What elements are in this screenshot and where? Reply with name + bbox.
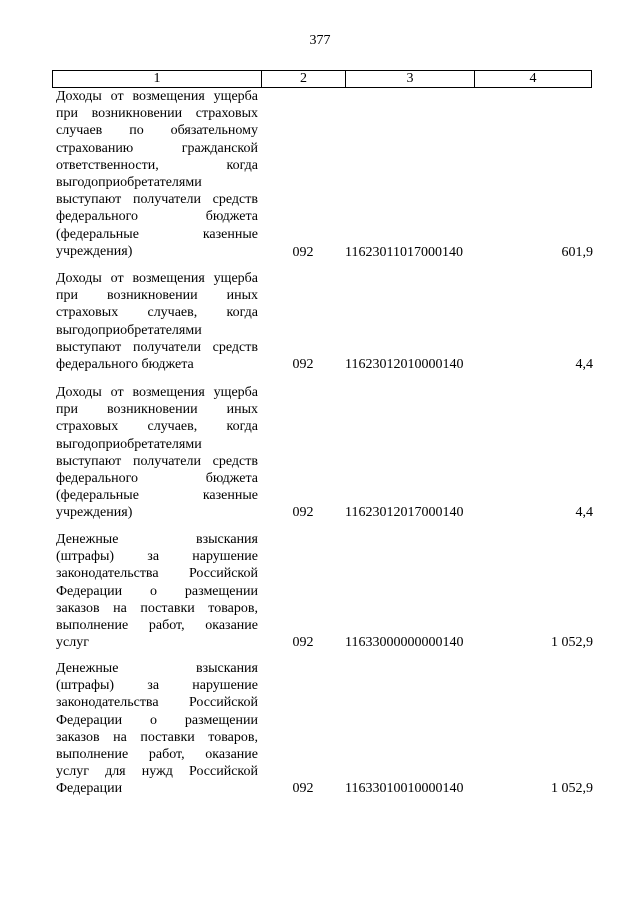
description-line: (штрафы) за нарушение: [56, 549, 258, 565]
description-line: учреждения): [56, 243, 133, 259]
description-line: Федерации о размещении: [56, 583, 258, 599]
header-col-3: 3: [345, 71, 474, 87]
row-description: [56, 531, 258, 651]
description-line: при возникновении иных: [56, 288, 258, 304]
description-line: выполнение работ, оказание: [56, 617, 258, 633]
budget-code: 11633000000000140: [345, 635, 464, 650]
row-description: [56, 384, 258, 522]
description-line: учреждения): [56, 505, 133, 521]
admin-code: 092: [292, 505, 314, 520]
description-line: федерального бюджета: [56, 356, 194, 372]
description-line: заказов на поставки товаров,: [56, 729, 258, 745]
description-line: федерального бюджета: [56, 209, 258, 225]
budget-code: 11633010010000140: [345, 781, 464, 796]
description-line: страховых случаев, когда: [56, 305, 258, 321]
description-line: случаев по обязательному: [56, 123, 258, 139]
budget-code: 11623011017000140: [345, 245, 463, 260]
row-description: [56, 660, 258, 798]
description-line: Федерации о размещении: [56, 712, 258, 728]
description-line: Доходы от возмещения ущерба: [56, 89, 258, 104]
admin-code: 092: [292, 635, 314, 650]
amount: 4,4: [575, 505, 593, 520]
description-line: выгодоприобретателями: [56, 436, 202, 452]
description-line: заказов на поставки товаров,: [56, 600, 258, 616]
description-line: услуг: [56, 635, 89, 651]
description-line: (федеральные казенные: [56, 226, 258, 242]
description-line: выступают получатели средств: [56, 453, 258, 469]
description-line: при возникновении страховых: [56, 106, 258, 122]
amount: 601,9: [561, 245, 593, 260]
admin-code: 092: [292, 357, 314, 372]
budget-code: 11623012017000140: [345, 505, 464, 520]
description-line: Доходы от возмещения ущерба: [56, 271, 258, 286]
description-line: Денежные взыскания: [56, 532, 258, 547]
admin-code: 092: [292, 781, 314, 796]
description-line: при возникновении иных: [56, 402, 258, 418]
amount: 1 052,9: [551, 781, 593, 796]
description-line: выгодоприобретателями: [56, 322, 202, 338]
description-line: законодательства Российской: [56, 566, 258, 582]
row-description: [56, 270, 258, 373]
description-line: Денежные взыскания: [56, 661, 258, 676]
amount: 1 052,9: [551, 635, 593, 650]
description-line: выполнение работ, оказание: [56, 746, 258, 762]
description-line: выступают получатели средств: [56, 339, 258, 355]
description-line: страхованию гражданской: [56, 140, 258, 156]
amount: 4,4: [575, 357, 593, 372]
admin-code: 092: [292, 245, 314, 260]
header-col-1: 1: [52, 71, 261, 87]
description-line: услуг для нужд Российской: [56, 764, 258, 780]
description-line: (федеральные казенные: [56, 488, 258, 504]
description-line: (штрафы) за нарушение: [56, 678, 258, 694]
description-line: выступают получатели средств: [56, 192, 258, 208]
header-col-4: 4: [474, 71, 592, 87]
description-line: страховых случаев, когда: [56, 419, 258, 435]
row-description: [56, 88, 258, 260]
description-line: Доходы от возмещения ущерба: [56, 385, 258, 400]
description-line: Федерации: [56, 781, 123, 797]
description-line: ответственности, когда: [56, 157, 258, 173]
page-number: 377: [309, 33, 331, 48]
description-line: выгодоприобретателями: [56, 174, 202, 190]
header-col-2: 2: [261, 71, 345, 87]
description-line: федерального бюджета: [56, 470, 258, 486]
table-header: [52, 70, 592, 88]
budget-code: 11623012010000140: [345, 357, 464, 372]
description-line: законодательства Российской: [56, 695, 258, 711]
